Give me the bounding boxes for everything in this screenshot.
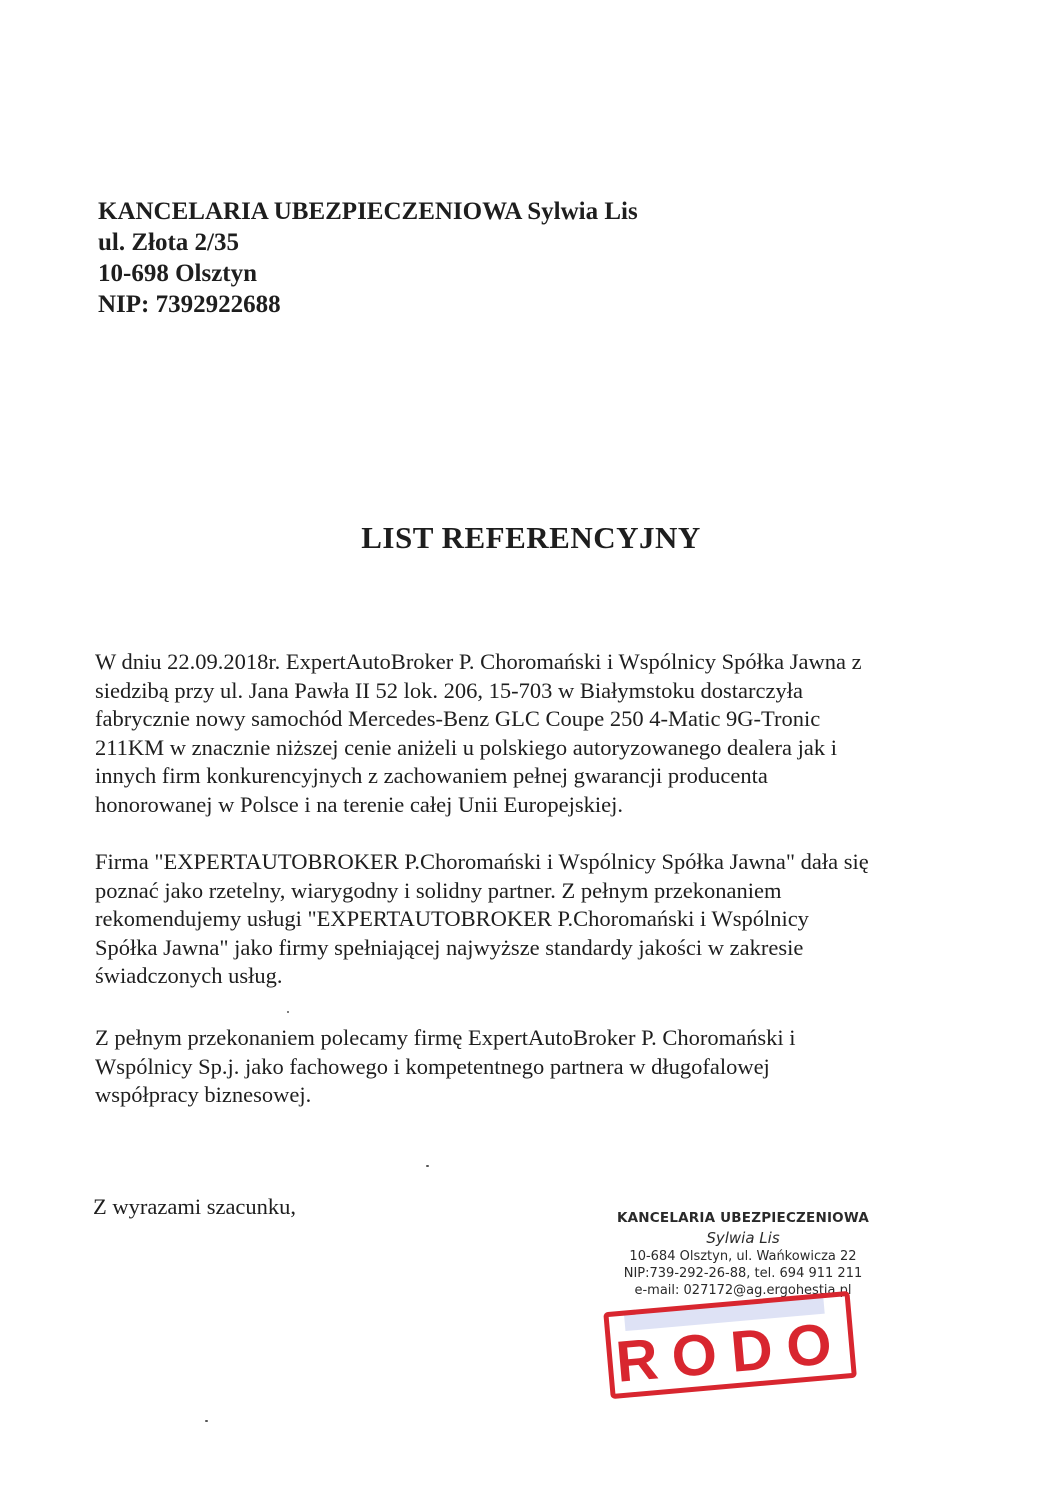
rodo-stamp-graphic [601,1285,858,1402]
stamp-address: 10-684 Olsztyn, ul. Wańkowicza 22 [629,1249,857,1264]
sender-nip: NIP: 7392922688 [98,291,281,318]
stamp-email: e-mail: 027172@ag.ergohestia.pl [634,1283,852,1298]
paragraph-line: rekomendujemy usługi "EXPERTAUTOBROKER P.Choromański i Wspólnicy [95,906,809,932]
paragraph-line: Z pełnym przekonaniem polecamy firmę ExpertAutoBroker P. Choromański i [95,1025,796,1050]
stamp-company-name: KANCELARIA UBEZPIECZENIOWA [616,1210,869,1226]
paragraph-line: Wspólnicy Sp.j. jako fachowego i kompetentnego partnera w długofalowej [95,1053,770,1079]
paragraph-line: Firma "EXPERTAUTOBROKER P.Choromański i Wspólnicy Spółka Jawna" dała się [95,849,869,874]
stamp-contact: NIP:739-292-26-88, tel. 694 911 211 [623,1266,863,1281]
stamp-person: Sylwia Lis [706,1229,780,1247]
paragraph-conclusion [95,1024,795,1110]
sender-street: ul. Złota 2/35 [98,229,239,256]
scan-speck [205,1420,208,1422]
document-title: LIST REFERENCYJNY [361,520,701,555]
rodo-stamp-text: RODO [613,1310,849,1395]
paragraph-line: Spółka Jawna" jako firmy spełniającej najwyższe standardy jakości w zakresie [95,934,804,960]
company-stamp [612,1210,874,1298]
sender-block [98,196,638,320]
paragraph-line: innych firm konkurencyjnych z zachowaniem pełnej gwarancji producenta [95,763,768,789]
rodo-redaction-stamp [601,1285,858,1402]
paragraph-line: poznać jako rzetelny, wiarygodny i solidny partner. Z pełnym przekonaniem [95,877,782,903]
closing-salutation: Z wyrazami szacunku, [93,1194,297,1219]
paragraph-line: honorowanej w Polsce i na terenie całej Unii Europejskiej. [95,791,623,817]
paragraph-delivery [95,648,862,820]
paragraph-line: siedzibą przy ul. Jana Pawła II 52 lok. 206, 15-703 w Białymstoku dostarczyła [95,677,803,703]
paragraph-line: 211KM w znacznie niższej cenie aniżeli u polskiego autoryzowanego dealera jak i [95,734,837,760]
scan-speck [287,1011,289,1013]
sender-city: 10-698 Olsztyn [98,260,258,287]
paragraph-line: świadczonych usług. [95,963,283,989]
paragraph-line: fabrycznie nowy samochód Mercedes-Benz GLC Coupe 250 4-Matic 9G-Tronic [95,706,821,732]
scan-speck [426,1165,429,1167]
sender-name: KANCELARIA UBEZPIECZENIOWA Sylwia Lis [98,198,638,225]
paragraph-recommendation [95,848,869,991]
paragraph-line: W dniu 22.09.2018r. ExpertAutoBroker P. Choromański i Wspólnicy Spółka Jawna z [95,649,862,674]
paragraph-line: współpracy biznesowej. [95,1082,312,1108]
